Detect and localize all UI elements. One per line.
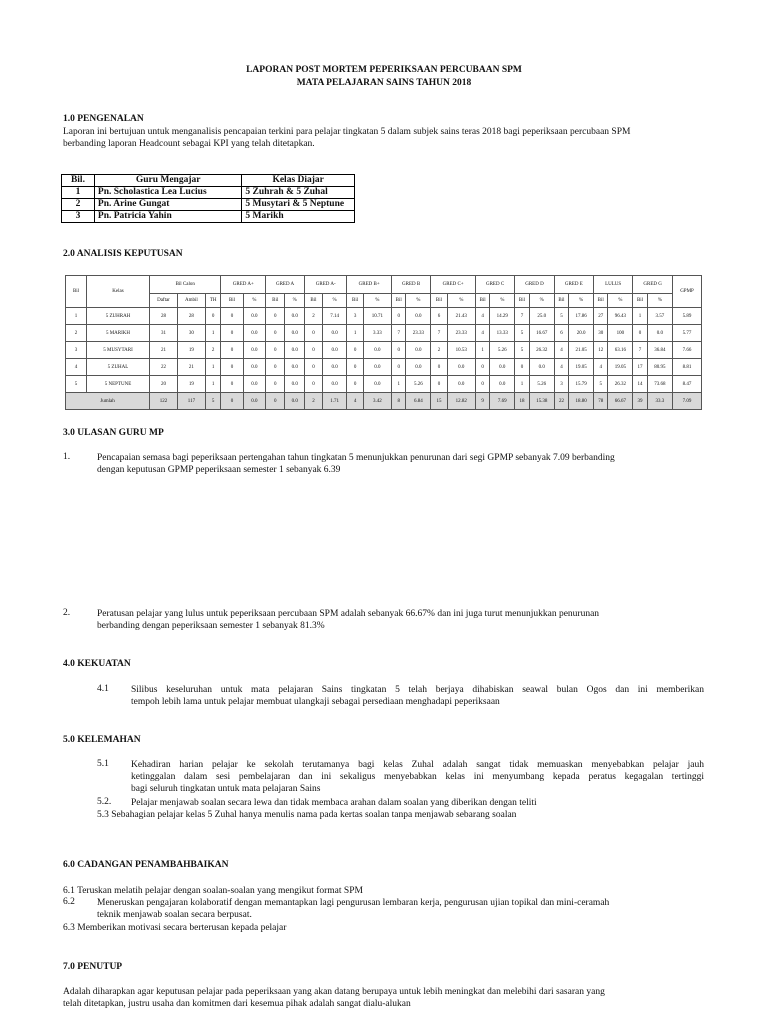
- header-bil: Bil.: [62, 175, 95, 187]
- table-cell: 1: [633, 308, 648, 325]
- subheader-percent: %: [447, 294, 475, 308]
- teacher-table: [61, 174, 355, 223]
- table-cell: 5.26: [406, 376, 431, 393]
- paragraph-pengenalan: [63, 126, 743, 150]
- table-cell: 31: [150, 325, 178, 342]
- subheader-percent: %: [529, 294, 554, 308]
- table-cell: 0: [221, 342, 243, 359]
- table-cell: 80.95: [647, 359, 672, 376]
- table-cell: 7: [392, 325, 406, 342]
- table-cell: 73.68: [647, 376, 672, 393]
- kekuatan-item-1: [131, 684, 704, 696]
- header-grade: GRED C: [475, 276, 514, 294]
- paragraph-line: Adalah diharapkan agar keputusan pelajar pada peperiksaan yang akan datang berupaya untuk lebih meningkat dan melebihi dari sasaran yang: [63, 987, 605, 997]
- item-line: Silibus keseluruhan untuk mata pelajaran Sains tingkatan 5 telah berjaya dihabiskan seawal bulan Ogos dan ini memberikan: [131, 685, 704, 695]
- analysis-header-row: [66, 276, 702, 294]
- table-cell: 28: [177, 308, 205, 325]
- table-cell: 117: [177, 393, 205, 410]
- table-cell: 0: [305, 342, 323, 359]
- cadangan-item-1: 6.1 Teruskan melatih pelajar dengan soalan-soalan yang mengikut format SPM: [63, 886, 363, 896]
- item-number: 4.1: [97, 684, 109, 694]
- table-cell: 30: [177, 325, 205, 342]
- kelemahan-item-2: Pelajar menjawab soalan secara lewa dan tidak membaca arahan dalam soalan yang diberikan dengan teliti: [131, 798, 537, 808]
- subheader-percent: %: [243, 294, 266, 308]
- subheader-percent: %: [285, 294, 305, 308]
- cell-bil: 2: [62, 199, 95, 211]
- table-cell: 1: [66, 308, 87, 325]
- table-cell: 5 ZUHRAH: [87, 308, 150, 325]
- table-cell: 21: [177, 359, 205, 376]
- item-line: Peratusan pelajar yang lulus untuk peperiksaan percubaan SPM adalah sebanyak 66.67% dan ini juga turut menunjukkan penurunan: [97, 609, 600, 619]
- table-cell: 0: [205, 308, 221, 325]
- table-cell: 8.81: [673, 359, 702, 376]
- table-cell: 0: [633, 325, 648, 342]
- table-cell: 1: [515, 376, 530, 393]
- table-cell: 0.0: [490, 376, 515, 393]
- header-kelas: Kelas: [87, 276, 150, 308]
- table-cell: 0: [305, 325, 323, 342]
- table-cell: 6: [431, 308, 447, 325]
- kelemahan-item-3: 5.3 Sebahagian pelajar kelas 5 Zuhal hanya menulis nama pada kertas soalan tanpa menjawab sebarang soalan: [97, 810, 517, 820]
- header-grade: LULUS: [594, 276, 633, 294]
- table-cell: 23.33: [447, 325, 475, 342]
- table-cell: 7.09: [673, 393, 702, 410]
- table-cell: 0: [266, 325, 285, 342]
- table-cell: 63.16: [608, 342, 633, 359]
- table-cell: 21.05: [569, 342, 594, 359]
- table-cell: 2: [431, 342, 447, 359]
- table-cell: 22: [554, 393, 568, 410]
- table-cell: Jumlah: [66, 393, 150, 410]
- section-heading-pengenalan: 1.0 PENGENALAN: [63, 114, 144, 124]
- paragraph-line: Laporan ini bertujuan untuk menganalisis pencapaian terkini para pelajar tingkatan 5 dalam subjek sains teras 2018 bagi peperiksaan percubaan SPM: [63, 127, 631, 137]
- table-cell: 1: [475, 342, 489, 359]
- table-cell: 7: [633, 342, 648, 359]
- table-cell: 0: [305, 376, 323, 393]
- table-cell: 0.0: [490, 359, 515, 376]
- table-cell: 15.38: [529, 393, 554, 410]
- cell-guru: Pn. Arine Gungat: [94, 199, 241, 211]
- table-cell: 0: [431, 376, 447, 393]
- header-grade: GRED C+: [431, 276, 476, 294]
- item-line: dengan keputusan GPMP peperiksaan semester 1 sebanyak 6.39: [97, 465, 341, 475]
- table-cell: 19.05: [608, 359, 633, 376]
- item-line: Kehadiran harian pelajar ke sekolah terutamanya bagi kelas Zuhal adalah sangat tidak memuaskan menyebabkan pelajar jauh: [131, 760, 704, 770]
- table-cell: 5: [515, 342, 530, 359]
- table-cell: 6.84: [406, 393, 431, 410]
- table-cell: 36.84: [647, 342, 672, 359]
- table-cell: 17: [633, 359, 648, 376]
- table-cell: 0.0: [322, 359, 346, 376]
- table-cell: 1.71: [322, 393, 346, 410]
- table-cell: 1: [392, 376, 406, 393]
- table-cell: 0.0: [285, 393, 305, 410]
- table-row: [66, 376, 702, 393]
- subheader-bil: Bil: [633, 294, 648, 308]
- section-heading-kekuatan: 4.0 KEKUATAN: [63, 659, 131, 669]
- table-cell: 0: [221, 308, 243, 325]
- header-grade: GRED D: [515, 276, 555, 294]
- header-bil: Bil: [66, 276, 87, 308]
- subheader-calon: TH: [205, 294, 221, 308]
- table-cell: 1: [205, 359, 221, 376]
- table-cell: 8.47: [673, 376, 702, 393]
- table-cell: 5.26: [529, 376, 554, 393]
- table-cell: 5 MARIKH: [87, 325, 150, 342]
- document-subtitle: MATA PELAJARAN SAINS TAHUN 2018: [296, 78, 472, 88]
- table-cell: 22: [150, 359, 178, 376]
- item-line: berbanding dengan peperiksaan semester 1 sebanyak 81.3%: [97, 621, 325, 631]
- table-cell: 0.0: [285, 359, 305, 376]
- table-cell: 2: [205, 342, 221, 359]
- table-cell: 26.32: [608, 376, 633, 393]
- table-cell: 4: [66, 359, 87, 376]
- table-cell: 39: [633, 393, 648, 410]
- item-line: Pencapaian semasa bagi peperiksaan pertengahan tahun tingkatan 5 menunjukkan penurunan dari segi GPMP sebanyak 7.09 berbanding: [97, 453, 615, 463]
- table-row: [62, 199, 355, 211]
- subheader-percent: %: [322, 294, 346, 308]
- table-cell: 20: [150, 376, 178, 393]
- table-cell: 0.0: [322, 342, 346, 359]
- table-cell: 2: [66, 325, 87, 342]
- table-cell: 5: [554, 308, 568, 325]
- table-total-row: [66, 393, 702, 410]
- subheader-bil: Bil: [221, 294, 243, 308]
- table-cell: 13.33: [490, 325, 515, 342]
- table-cell: 4: [594, 359, 608, 376]
- table-cell: 0.0: [406, 359, 431, 376]
- table-cell: 21.43: [447, 308, 475, 325]
- table-cell: 0: [475, 359, 489, 376]
- header-grade: GRED B+: [347, 276, 392, 294]
- table-cell: 0.0: [363, 359, 391, 376]
- table-cell: 0: [266, 342, 285, 359]
- subheader-calon: Daftar: [150, 294, 178, 308]
- section-heading-ulasan: 3.0 ULASAN GURU MP: [63, 428, 164, 438]
- table-cell: 7: [431, 325, 447, 342]
- cell-guru: Pn. Scholastica Lea Lucius: [94, 187, 241, 199]
- cell-kelas: 5 Musytari & 5 Neptune: [242, 199, 355, 211]
- document-title: LAPORAN POST MORTEM PEPERIKSAAN PERCUBAAN SPM: [246, 65, 522, 75]
- table-cell: 19: [177, 376, 205, 393]
- subheader-bil: Bil: [475, 294, 489, 308]
- ulasan-item-2: [97, 608, 747, 632]
- table-cell: 96.43: [608, 308, 633, 325]
- table-cell: 3: [66, 342, 87, 359]
- item-number: 1.: [63, 452, 71, 462]
- table-cell: 0.0: [406, 308, 431, 325]
- subheader-bil: Bil: [266, 294, 285, 308]
- table-cell: 0.0: [285, 376, 305, 393]
- header-grade: GRED A+: [221, 276, 266, 294]
- item-line: tempoh lebih lama untuk pelajar membuat ulangkaji sebagai persediaan menghadapi peperiksaan: [131, 697, 500, 707]
- table-cell: 23.33: [406, 325, 431, 342]
- subheader-percent: %: [569, 294, 594, 308]
- header-gpmp: GPMP: [673, 276, 702, 308]
- item-line: ketinggalan dalam sesi pembelajaran dan ini sekaligus menyebabkan kelas ini menyumbang kepada peratus kegagalan tertinggi: [131, 772, 704, 782]
- table-cell: 6: [554, 325, 568, 342]
- table-cell: 5: [515, 325, 530, 342]
- table-cell: 19: [177, 342, 205, 359]
- table-cell: 30: [594, 325, 608, 342]
- table-cell: 0.0: [285, 325, 305, 342]
- table-cell: 10.71: [363, 308, 391, 325]
- table-row: [66, 359, 702, 376]
- header-kelas: Kelas Diajar: [242, 175, 355, 187]
- table-cell: 0: [266, 393, 285, 410]
- item-line: bagi seluruh tingkatan untuk mata pelajaran Sains: [131, 784, 321, 794]
- table-cell: 28: [150, 308, 178, 325]
- table-cell: 0.0: [647, 325, 672, 342]
- table-cell: 7.69: [490, 393, 515, 410]
- table-cell: 122: [150, 393, 178, 410]
- cell-kelas: 5 Zuhrah & 5 Zuhal: [242, 187, 355, 199]
- header-grade: GRED E: [554, 276, 593, 294]
- table-cell: 0: [431, 359, 447, 376]
- table-cell: 17.86: [569, 308, 594, 325]
- table-row: [62, 211, 355, 223]
- table-cell: 0: [221, 325, 243, 342]
- section-heading-kelemahan: 5.0 KELEMAHAN: [63, 735, 141, 745]
- table-cell: 0: [266, 308, 285, 325]
- table-cell: 12.82: [447, 393, 475, 410]
- table-cell: 21: [150, 342, 178, 359]
- table-cell: 0.0: [243, 308, 266, 325]
- table-cell: 15.79: [569, 376, 594, 393]
- table-cell: 16.67: [529, 325, 554, 342]
- table-cell: 66.67: [608, 393, 633, 410]
- table-cell: 9: [475, 393, 489, 410]
- table-cell: 7: [515, 308, 530, 325]
- subheader-bil: Bil: [431, 294, 447, 308]
- table-cell: 0: [347, 359, 363, 376]
- table-cell: 0: [221, 359, 243, 376]
- table-cell: 5.26: [490, 342, 515, 359]
- table-cell: 33.3: [647, 393, 672, 410]
- table-row: [62, 187, 355, 199]
- table-cell: 15: [431, 393, 447, 410]
- table-cell: 14.29: [490, 308, 515, 325]
- table-cell: 3: [347, 308, 363, 325]
- subheader-bil: Bil: [392, 294, 406, 308]
- table-cell: 4: [554, 342, 568, 359]
- item-number: 6.2: [63, 897, 75, 907]
- analysis-table: [65, 275, 702, 410]
- table-cell: 0.0: [243, 359, 266, 376]
- item-number: 5.2.: [97, 797, 112, 807]
- table-cell: 20.0: [569, 325, 594, 342]
- paragraph-line: telah ditetapkan, justru usaha dan komitmen dari kesemua pihak adalah sangat dialu-alukan: [63, 999, 411, 1009]
- table-cell: 1: [205, 376, 221, 393]
- header-grade: GRED A-: [305, 276, 347, 294]
- table-cell: 0: [266, 376, 285, 393]
- subheader-bil: Bil: [347, 294, 363, 308]
- header-guru: Guru Mengajar: [94, 175, 241, 187]
- cell-bil: 3: [62, 211, 95, 223]
- table-cell: 18: [515, 393, 530, 410]
- header-grade: GRED B: [392, 276, 431, 294]
- table-row: [66, 325, 702, 342]
- table-cell: 0: [347, 342, 363, 359]
- cadangan-item-2: [97, 897, 737, 921]
- item-line: Meneruskan pengajaran kolaboratif dengan memantapkan lagi pengurusan lembaran kerja, pengurusan ujian topikal dan mini-ceramah: [97, 898, 610, 908]
- paragraph-penutup: [63, 986, 743, 1010]
- header-grade: GRED A: [266, 276, 305, 294]
- subheader-percent: %: [363, 294, 391, 308]
- table-cell: 3.33: [363, 325, 391, 342]
- table-cell: 0.0: [243, 325, 266, 342]
- table-cell: 5: [594, 376, 608, 393]
- table-cell: 3: [554, 376, 568, 393]
- subheader-percent: %: [647, 294, 672, 308]
- table-cell: 2: [305, 308, 323, 325]
- subheader-calon: Ambil: [177, 294, 205, 308]
- table-cell: 3.42: [363, 393, 391, 410]
- table-cell: 0: [221, 393, 243, 410]
- table-cell: 0: [475, 376, 489, 393]
- table-cell: 10.53: [447, 342, 475, 359]
- header-grade: GRED G: [633, 276, 673, 294]
- table-cell: 0: [392, 308, 406, 325]
- table-cell: 0.0: [529, 359, 554, 376]
- cadangan-item-3: 6.3 Memberikan motivasi secara berterusan kepada pelajar: [63, 923, 287, 933]
- item-number: 5.1: [97, 759, 109, 769]
- table-cell: 7.66: [673, 342, 702, 359]
- section-heading-penutup: 7.0 PENUTUP: [63, 962, 123, 972]
- table-cell: 0.0: [243, 342, 266, 359]
- table-cell: 78: [594, 393, 608, 410]
- table-cell: 0.0: [243, 376, 266, 393]
- table-cell: 0: [515, 359, 530, 376]
- table-cell: 7.14: [322, 308, 346, 325]
- section-heading-cadangan: 6.0 CADANGAN PENAMBAHBAIKAN: [63, 860, 229, 870]
- cell-kelas: 5 Marikh: [242, 211, 355, 223]
- analysis-subheader-row: [66, 294, 702, 308]
- table-cell: 0.0: [363, 342, 391, 359]
- table-cell: 2: [305, 393, 323, 410]
- table-cell: 0.0: [285, 342, 305, 359]
- table-cell: 18.80: [569, 393, 594, 410]
- table-cell: 0: [392, 359, 406, 376]
- table-cell: 1: [347, 325, 363, 342]
- kelemahan-item-1: [131, 759, 704, 795]
- table-cell: 0.0: [406, 342, 431, 359]
- table-cell: 5 ZUHAL: [87, 359, 150, 376]
- table-cell: 19.05: [569, 359, 594, 376]
- table-cell: 4: [347, 393, 363, 410]
- paragraph-line: berbanding laporan Headcount sebagai KPI yang telah ditetapkan.: [63, 139, 315, 149]
- cell-guru: Pn. Patricia Yahin: [94, 211, 241, 223]
- item-number: 2.: [63, 608, 71, 618]
- table-cell: 14: [633, 376, 648, 393]
- table-cell: 0: [266, 359, 285, 376]
- table-cell: 12: [594, 342, 608, 359]
- table-cell: 0.0: [363, 376, 391, 393]
- table-cell: 4: [554, 359, 568, 376]
- subheader-bil: Bil: [594, 294, 608, 308]
- table-cell: 0.0: [322, 376, 346, 393]
- table-cell: 5: [66, 376, 87, 393]
- table-cell: 0: [305, 359, 323, 376]
- table-cell: 4: [475, 325, 489, 342]
- table-cell: 0.0: [322, 325, 346, 342]
- subheader-bil: Bil: [305, 294, 323, 308]
- table-cell: 0: [392, 342, 406, 359]
- table-cell: 0: [221, 376, 243, 393]
- item-line: teknik menjawab soalan secara berpusat.: [97, 910, 252, 920]
- table-cell: 5.77: [673, 325, 702, 342]
- table-cell: 100: [608, 325, 633, 342]
- table-row: [66, 308, 702, 325]
- subheader-percent: %: [406, 294, 431, 308]
- table-row: [66, 342, 702, 359]
- table-cell: 1: [205, 325, 221, 342]
- table-cell: 5 MUSYTARI: [87, 342, 150, 359]
- table-cell: 0: [347, 376, 363, 393]
- table-cell: 0.0: [243, 393, 266, 410]
- table-cell: 0.0: [447, 376, 475, 393]
- table-cell: 4: [475, 308, 489, 325]
- teacher-table-header: [62, 175, 355, 187]
- header-bil-calon: Bil Calon: [150, 276, 221, 294]
- table-cell: 3.57: [647, 308, 672, 325]
- table-cell: 26.32: [529, 342, 554, 359]
- cell-bil: 1: [62, 187, 95, 199]
- table-cell: 5.89: [673, 308, 702, 325]
- table-cell: 5 NEPTUNE: [87, 376, 150, 393]
- table-cell: 5: [205, 393, 221, 410]
- subheader-bil: Bil: [515, 294, 530, 308]
- ulasan-item-1: [97, 452, 747, 476]
- table-cell: 0.0: [447, 359, 475, 376]
- table-cell: 27: [594, 308, 608, 325]
- table-cell: 8: [392, 393, 406, 410]
- subheader-bil: Bil: [554, 294, 568, 308]
- subheader-percent: %: [490, 294, 515, 308]
- table-cell: 25.0: [529, 308, 554, 325]
- subheader-percent: %: [608, 294, 633, 308]
- section-heading-analisis: 2.0 ANALISIS KEPUTUSAN: [63, 249, 183, 259]
- table-cell: 0.0: [285, 308, 305, 325]
